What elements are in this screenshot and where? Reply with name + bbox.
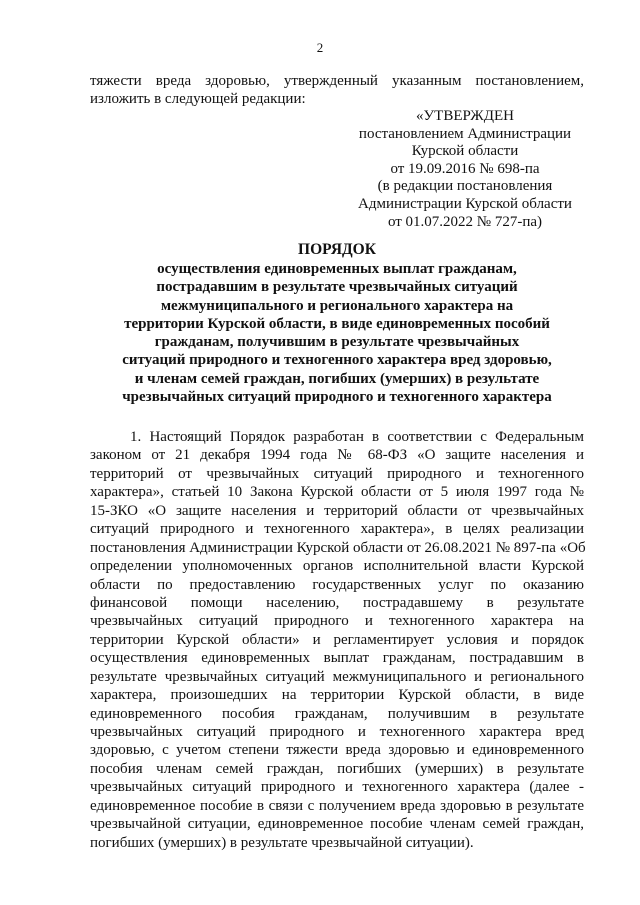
subtitle-line: чрезвычайных ситуаций природного и техногенного характера [122,389,552,406]
subtitle-line: территории Курской области, в виде единовременных пособий [124,315,550,332]
paragraph-line: чрезвычайной ситуации, единовременное пособие членам семей граждан, [90,816,584,833]
paragraph-line: результате чрезвычайных ситуаций межмуниципального и регионального [90,668,584,685]
intro-paragraph: тяжести вреда здоровью, утвержденный указанным постановлением, изложить в следующей редакции: [90,73,584,107]
paragraph-line: чрезвычайных ситуаций природного и техногенного характера (далее - [90,779,584,796]
document-title: ПОРЯДОК [298,241,376,258]
paragraph-line: чрезвычайных ситуаций природного и техногенного характера на [90,613,584,630]
subtitle-line: межмуниципального и регионального характера на [160,297,514,314]
paragraph-line: территорий от чрезвычайных ситуаций природного и техногенного [90,465,584,482]
paragraph-line: финансовой помощи населению, пострадавшему в результате [90,594,584,611]
paragraph-line: единовременного пособия гражданам, получившим в результате [90,705,584,722]
approval-line: Администрации Курской области [358,195,572,212]
paragraph-line: единовременное пособие в связи с получением вреда здоровью в результате [90,797,584,814]
approval-line: от 01.07.2022 № 727-па) [387,213,543,230]
paragraph-line: области по предоставлению государственных услуг по оказанию [90,576,584,593]
page-number: 2 [316,40,324,55]
approval-line: Курской области [411,143,519,160]
paragraph-line: пособия членам семей граждан, погибших (умерших) в результате [90,760,584,777]
paragraph-line: определении уполномоченных органов исполнительной власти Курской [90,558,584,575]
subtitle-line: и членам семей граждан, погибших (умерших) в результате [134,370,540,387]
approval-line: постановлением Администрации [358,125,572,142]
subtitle-line: осуществления единовременных выплат гражданам, [157,261,517,277]
paragraph-line: характера, произошедших на территории Курской области, в виде [90,687,584,704]
subtitle-line: пострадавшим в результате чрезвычайных ситуаций [156,279,518,296]
approval-line: от 19.09.2016 № 698-па [390,160,540,177]
paragraph-line: характера», статьей 10 Закона Курской области от 5 июля 1997 года № [90,484,584,501]
document-subtitle [90,260,584,406]
paragraph-line: постановления Администрации Курской области от 26.08.2021 № 897-па «Об [90,539,586,556]
paragraph-line: 15-ЗКО «О защите населения и территорий области от чрезвычайных [90,502,584,519]
paragraph-line: погибших (умерших) в результате чрезвычайной ситуации). [90,834,474,851]
paragraph-line: 1. Настоящий Порядок разработан в соответствии с Федеральным [130,429,584,445]
paragraph-line: здоровью, с учетом степени тяжести вреда здоровью и единовременного [90,742,584,759]
approval-line: (в редакции постановления [377,178,553,195]
approval-block [340,108,590,231]
paragraph-line: чрезвычайных ситуаций природного и техногенного характера вред [90,724,584,740]
paragraph-line: ситуаций природного и техногенного характера», в целях реализации [90,521,584,538]
subtitle-line: ситуаций природного и техногенного характера вред здоровью, [122,352,552,369]
paragraph-1 [90,428,584,852]
subtitle-line: гражданам, получившим в результате чрезвычайных [154,334,520,351]
paragraph-line: территории Курской области» и регламентирует условия и порядок [90,631,584,648]
paragraph-line: законом от 21 декабря 1994 года № 68-ФЗ «О защите населения и [90,447,584,464]
approval-line: «УТВЕРЖДЕН [416,108,514,124]
document-heading [90,240,584,406]
paragraph-line: осуществления единовременных выплат гражданам, пострадавшим в [90,650,584,667]
